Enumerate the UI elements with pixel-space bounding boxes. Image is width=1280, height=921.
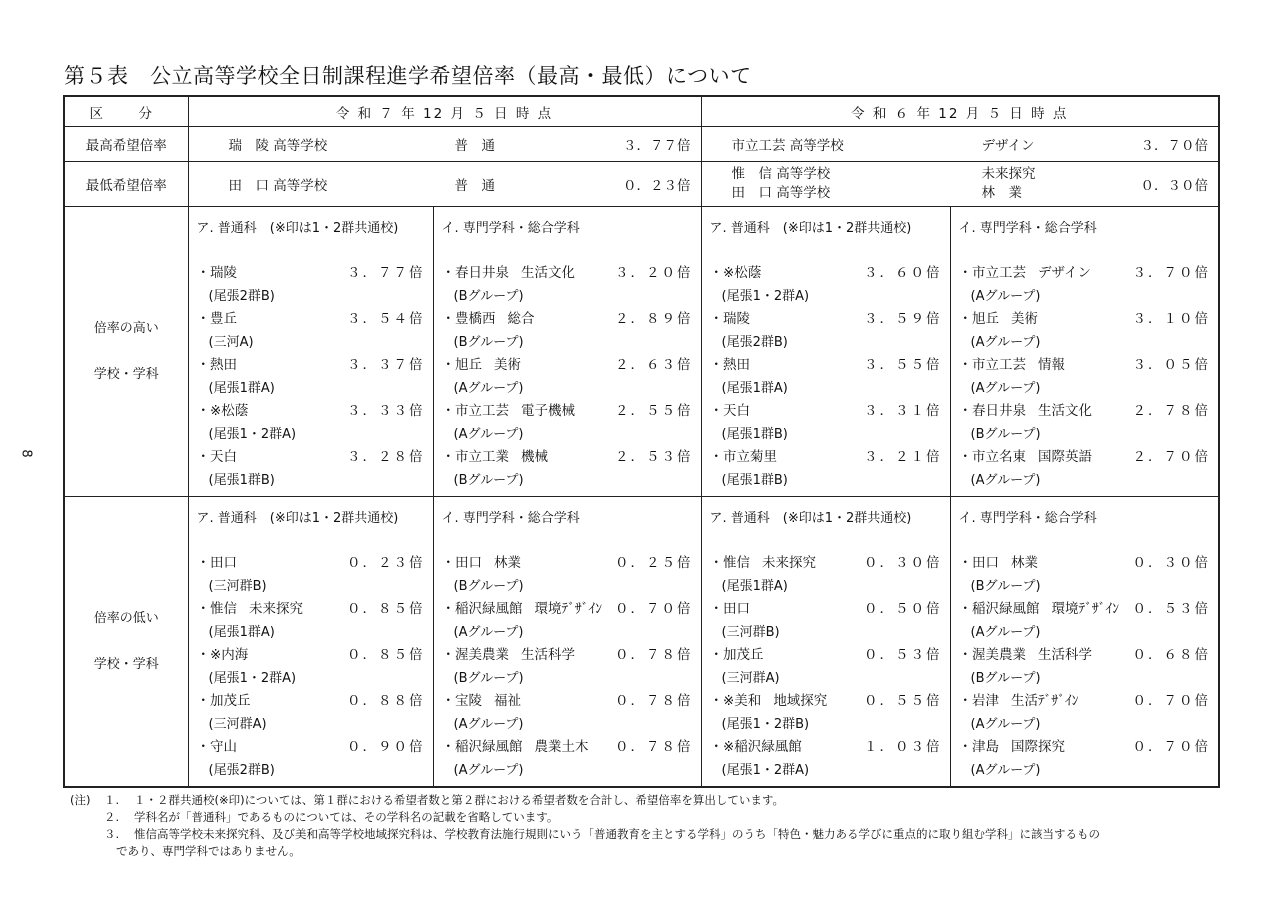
school-name: ・渥美農業 [958,647,1026,663]
footnote-lead: (注) [70,793,91,807]
school-group: (尾張1・2群A) [721,289,810,304]
school-name: ・※松蔭 [709,265,762,281]
school-name: ・春日井泉 [441,265,509,281]
section-heading: ア. 普通科 (※印は1・2群共通校) [196,221,399,236]
department-name [237,308,347,331]
hope-rate: ０．２５倍 [615,555,693,571]
current-max-school: 瑞 陵 高等学校 [228,138,328,154]
department-name [750,598,864,621]
department-name: 環境ﾃﾞｻﾞｲﾝ [534,601,602,617]
current-max-rate: ３．７７倍 [623,138,691,154]
department-name [237,262,347,285]
school-name: ・市立工芸 [958,357,1026,373]
hope-rate: ３．３７倍 [347,357,425,373]
hope-rate: ０．７０倍 [1132,693,1210,709]
current-min-dept: 普 通 [454,178,495,194]
current-min-school: 田 口 高等学校 [228,178,328,194]
school-name: ・田口 [196,555,237,571]
list-item [442,446,693,492]
department-name: 総合 [507,311,535,327]
list-item [197,354,425,400]
school-name: ・豊丘 [196,311,237,327]
section-heading: イ. 専門学科・総合学科 [441,511,580,526]
previous-min-school-2: 田 口 高等学校 [731,185,831,201]
school-name: ・天白 [196,449,237,465]
previous-min-dept-2: 林 業 [981,185,1022,201]
department-name: 生活ﾃﾞｻﾞｲﾝ [1011,693,1079,709]
list-item [442,354,693,400]
school-group: (Bグループ) [453,671,524,686]
school-name: ・旭丘 [958,311,999,327]
previous-min-dept-1: 未来探究 [981,166,1036,182]
current-min-cell [188,162,701,207]
section-heading: ア. 普通科 (※印は1・2群共通校) [709,221,912,236]
department-name: 情報 [1038,357,1065,373]
list-item [442,262,693,308]
list-item [197,400,425,446]
list-item [710,644,942,690]
school-group: (尾張2群B) [208,289,275,304]
footnotes [70,792,1100,860]
department-name: 国際探究 [1011,739,1065,755]
school-name: ・稲沢緑風館 [958,601,1040,617]
school-name: ・田口 [709,601,750,617]
low-current-special-cell [433,497,701,788]
school-group: (Bグループ) [970,579,1041,594]
list-item [710,552,942,598]
list-item [197,644,425,690]
low-rate-label: 倍率の低い [93,611,159,626]
school-group: (尾張1・2群A) [208,671,297,686]
list-item [959,644,1211,690]
section-heading: イ. 専門学科・総合学科 [441,221,580,236]
hope-rate: ３．５４倍 [347,311,425,327]
min-rate-label: 最低希望倍率 [64,162,188,207]
school-group: (Bグループ) [453,579,524,594]
max-rate-row [64,127,1219,162]
school-group: (Aグループ) [453,625,524,640]
hope-rate: ２．７８倍 [1132,403,1210,419]
school-name: ・宝陵 [441,693,482,709]
previous-max-rate: ３．７０倍 [1140,138,1208,154]
hope-rate: ０．７０倍 [1132,739,1210,755]
max-rate-label: 最高希望倍率 [64,127,188,162]
department-name: 福祉 [494,693,521,709]
school-group: (Aグループ) [453,763,524,778]
department-name: 林業 [494,555,521,571]
list-item [959,552,1211,598]
school-name: ・市立工業 [441,449,509,465]
school-group: (Aグループ) [970,335,1041,350]
school-group: (尾張1・2群A) [721,763,810,778]
page-title: 第５表 公立高等学校全日制課程進学希望倍率（最高・最低）について [64,64,752,88]
hope-rate: ０．５３倍 [864,647,942,663]
department-name [237,354,347,377]
department-name [251,690,348,713]
high-rate-label: 倍率の高い [93,321,159,336]
list-item [710,354,942,400]
school-name: ・加茂丘 [709,647,764,663]
list-item [442,552,693,598]
school-name: ・稲沢緑風館 [441,601,523,617]
low-previous-special-cell [950,497,1219,788]
school-group: (Aグループ) [970,717,1041,732]
list-item [710,446,942,492]
list-item [710,736,942,782]
school-name: ・加茂丘 [196,693,251,709]
hope-rate: ３．３３倍 [347,403,425,419]
school-group: (三河群A) [721,671,780,686]
page-number: 8 [18,449,34,458]
list-item [442,308,693,354]
hope-rate: ０．５３倍 [1132,601,1210,617]
hope-rate: ０．８５倍 [347,601,425,617]
department-name: 美術 [1011,311,1038,327]
department-name [777,446,864,469]
list-item [197,598,425,644]
list-item [197,446,425,492]
school-name: ・瑞陵 [196,265,237,281]
hope-rate: ３．３１倍 [864,403,942,419]
department-name: 未来探究 [762,555,816,571]
list-item [197,552,425,598]
category-header: 区 分 [64,96,188,127]
school-group: (Aグループ) [970,473,1041,488]
high-current-special-cell [433,207,701,497]
hope-rate: ３．６０倍 [864,265,942,281]
section-heading: ア. 普通科 (※印は1・2群共通校) [709,511,912,526]
low-rate-label-cell [64,497,188,788]
school-group: (尾張2群B) [208,763,275,778]
department-name: 未来探究 [249,601,303,617]
school-name: ・熱田 [709,357,750,373]
department-name: 国際英語 [1038,449,1092,465]
hope-rate: ３．０５倍 [1132,357,1210,373]
hope-rate: ３．２０倍 [615,265,693,281]
previous-max-cell [701,127,1219,162]
hope-rate: ２．５３倍 [615,449,693,465]
hope-rate: ０．７８倍 [615,647,693,663]
list-item [959,690,1211,736]
low-current-general-cell [188,497,433,788]
school-name: ・豊橋西 [441,311,496,327]
school-name: ・稲沢緑風館 [441,739,523,755]
school-name: ・※松蔭 [196,403,249,419]
current-max-dept: 普 通 [454,138,495,154]
list-item [197,262,425,308]
hope-rate: ３．５９倍 [864,311,942,327]
hope-rate: ３．５５倍 [864,357,942,373]
section-heading: イ. 専門学科・総合学科 [958,511,1097,526]
school-name: ・惟信 [196,601,237,617]
hope-rate: ０．９０倍 [347,739,425,755]
school-group: (尾張1・2群A) [208,427,297,442]
footnote-2: ２. 学科名が「普通科」であるものについては、その学科名の記載を省略しています。 [104,810,559,824]
hope-rate: ０．２３倍 [347,555,425,571]
low-previous-general-cell [701,497,950,788]
list-item [710,262,942,308]
high-previous-special-cell [950,207,1219,497]
list-item [959,262,1211,308]
department-name [764,644,865,667]
hope-rate: ３．２１倍 [864,449,942,465]
list-item [197,690,425,736]
school-group: (Aグループ) [970,625,1041,640]
hope-rate: ０．６８倍 [1132,647,1210,663]
hope-rate: ０．７８倍 [615,693,693,709]
department-name: 生活科学 [521,647,575,663]
list-item [959,446,1211,492]
school-name: ・旭丘 [441,357,482,373]
hope-rate: ０．８８倍 [347,693,425,709]
school-group: (Aグループ) [453,717,524,732]
high-rate-label-cell [64,207,188,497]
hope-rate: ０．８５倍 [347,647,425,663]
school-group: (尾張1群A) [208,625,275,640]
list-item [197,736,425,782]
school-group: (三河群B) [721,625,780,640]
current-max-cell [188,127,701,162]
school-name: ・※内海 [196,647,249,663]
department-name [750,308,864,331]
department-name: デザイン [1038,265,1092,281]
previous-max-dept: デザイン [981,138,1035,154]
school-group: (Bグループ) [453,335,524,350]
department-name [237,446,347,469]
school-group: (Bグループ) [453,473,524,488]
footnote-3: ３. 惟信高等学校未来探究科、及び美和高等学校地域探究科は、学校教育法施行規則にいう「普通教育を主とする学科」のうち「特色・魅力ある学びに重点的に取り組む学科」に該当するもの [104,827,1100,841]
school-name: ・守山 [196,739,237,755]
department-name: 生活文化 [521,265,575,281]
hope-rate: ３．７０倍 [1132,265,1210,281]
department-name [761,262,864,285]
school-name: ・※稲沢緑風館 [709,739,802,755]
department-name [750,354,864,377]
list-item [959,308,1211,354]
school-name: ・津島 [958,739,999,755]
department-name: 農業土木 [534,739,589,755]
school-group: (尾張1群A) [721,381,788,396]
department-name [750,400,864,423]
school-name: ・田口 [441,555,482,571]
school-name: ・渥美農業 [441,647,509,663]
school-group: (尾張1群B) [208,473,275,488]
department-name: 機械 [521,449,548,465]
current-date-header: 令 和 ７ 年 12 月 ５ 日 時 点 [188,96,701,127]
school-group: (尾張2群B) [721,335,788,350]
department-name [248,644,347,667]
department-name [237,736,347,759]
list-item [710,690,942,736]
school-group: (尾張1群B) [721,473,788,488]
hope-rate: ３．７７倍 [347,265,425,281]
school-group: (尾張1・2群B) [721,717,810,732]
hope-rate: ０．７８倍 [615,739,693,755]
list-item [959,400,1211,446]
list-item [442,690,693,736]
previous-min-school-1: 惟 信 高等学校 [731,166,831,182]
department-name [237,552,347,575]
hope-rate: ２．６３倍 [615,357,693,373]
previous-min-cell [701,162,1219,207]
department-name: 生活文化 [1038,403,1092,419]
department-name: 生活科学 [1038,647,1092,663]
school-group: (Bグループ) [453,289,524,304]
school-group: (Aグループ) [970,289,1041,304]
high-rate-row [64,207,1219,497]
school-group: (Aグループ) [453,381,524,396]
min-rate-row [64,162,1219,207]
hope-rate-table [63,95,1220,788]
list-item [442,736,693,782]
school-group: (尾張1群B) [721,427,788,442]
school-name: ・瑞陵 [709,311,750,327]
school-name: ・惟信 [709,555,750,571]
list-item [442,598,693,644]
list-item [710,400,942,446]
footnote-1: (注) １. １・２群共通校(※印)については、第１群における希望者数と第２群における希望者数を合計し、希望倍率を算出しています。 [70,793,784,807]
school-group: (三河群A) [208,717,267,732]
department-name: 林業 [1011,555,1038,571]
header-row [64,96,1219,127]
hope-rate: ３．２８倍 [347,449,425,465]
hope-rate: ２．７０倍 [1132,449,1210,465]
previous-min-rate: ０．３０倍 [1140,178,1208,194]
list-item [959,598,1211,644]
department-name: 地域探究 [773,693,828,709]
hope-rate: ０．５５倍 [864,693,942,709]
section-heading: イ. 専門学科・総合学科 [958,221,1097,236]
school-group: (Bグループ) [970,427,1041,442]
list-item [710,598,942,644]
department-name [802,736,864,759]
school-group: (Bグループ) [970,671,1041,686]
school-name: ・春日井泉 [958,403,1026,419]
school-name: ・市立工芸 [441,403,509,419]
department-name: 環境ﾃﾞｻﾞｲﾝ [1051,601,1119,617]
high-rate-sublabel: 学校・学科 [93,367,159,382]
school-name: ・市立工芸 [958,265,1026,281]
hope-rate: ３．１０倍 [1132,311,1210,327]
school-name: ・※美和 [709,693,762,709]
school-group: (三河A) [208,335,254,350]
high-previous-general-cell [701,207,950,497]
school-group: (Aグループ) [970,381,1041,396]
hope-rate: ０．５０倍 [864,601,942,617]
list-item [959,736,1211,782]
list-item [442,644,693,690]
school-group: (三河群B) [208,579,267,594]
hope-rate: ２．８９倍 [615,311,693,327]
list-item [197,308,425,354]
school-name: ・天白 [709,403,750,419]
school-group: (尾張1群A) [208,381,275,396]
hope-rate: ２．５５倍 [615,403,693,419]
hope-rate: ０．７０倍 [615,601,693,617]
high-current-general-cell [188,207,433,497]
list-item [442,400,693,446]
section-heading: ア. 普通科 (※印は1・2群共通校) [196,511,399,526]
school-group: (Aグループ) [970,763,1041,778]
footnote-3-cont: であり、専門学科ではありません。 [116,844,301,858]
current-min-rate: ０．２３倍 [623,178,691,194]
list-item [710,308,942,354]
school-group: (尾張1群A) [721,579,788,594]
school-name: ・熱田 [196,357,237,373]
hope-rate: １．０３倍 [864,739,942,755]
list-item [959,354,1211,400]
school-name: ・市立菊里 [709,449,777,465]
school-name: ・市立名東 [958,449,1026,465]
school-name: ・田口 [958,555,999,571]
low-rate-sublabel: 学校・学科 [93,657,159,672]
department-name [248,400,347,423]
previous-max-school: 市立工芸 高等学校 [731,138,844,154]
department-name: 美術 [494,357,521,373]
school-name: ・岩津 [958,693,999,709]
hope-rate: ０．３０倍 [864,555,942,571]
school-group: (Aグループ) [453,427,524,442]
low-rate-row [64,497,1219,788]
hope-rate: ０．３０倍 [1132,555,1210,571]
department-name: 電子機械 [521,403,575,419]
previous-date-header: 令 和 ６ 年 12 月 ５ 日 時 点 [701,96,1219,127]
